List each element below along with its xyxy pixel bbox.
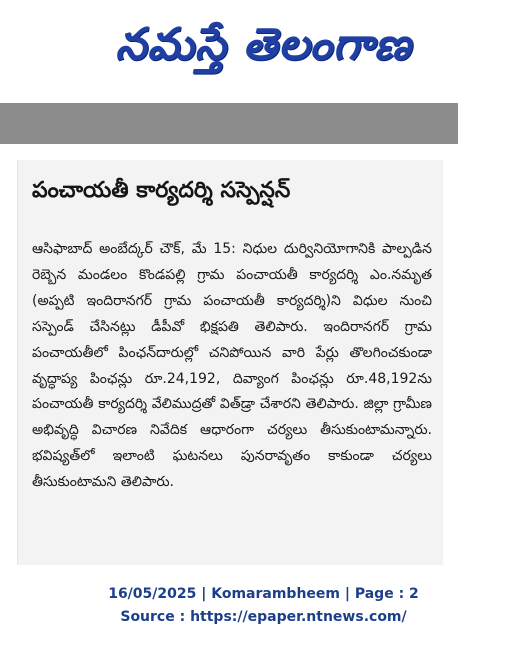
article-body: ఆసిఫాబాద్ అంబేద్కర్ చౌక్, మే 15: నిధుల దుర్వినియోగానికి పాల్పడిన రెబ్బెన మండలం కొండపల్లి గ్రామ పంచాయతీ కార్యదర్శి ఎం.నమృత (అప్పటి ఇందిరానగర్ గ్రామ పంచాయతీ కార్యదర్శి)ని విధుల నుంచి సస్పెండ్ చేసినట్లు డీపీవో భిక్షపతి తెలిపారు. ఇందిరానగర్ గ్రామ పంచాయతీలో పింఛన్‌దారుల్లో చనిపోయిన వారి పేర్లు తొలగించకుండా వృద్ధాప్య పింఛన్లు రూ.24,192, దివ్యాంగ పింఛన్లు రూ.48,192ను పంచాయతీ కార్యదర్శి వేలిముద్రతో విత్‌డ్రా చేశారని తెలిపారు. జిల్లా గ్రామీణ అభివృద్ధి విచారణ నివేదిక ఆధారంగా చర్యలు తీసుకుంటామన్నారు. భవిష్యత్‌లో ఇలాంటి ఘటనలు పునరావృతం కాకుండా చర్యలు తీసుకుంటామని తెలిపారు. [32,241,432,491]
header-divider-band [0,103,458,144]
article-clipping [17,160,443,565]
edition-info: 16/05/2025 | Komarambheem | Page : 2 [108,586,419,602]
footer [0,583,527,629]
article-headline: పంచాయతీ కార్యదర్శి సస్పెన్షన్ [32,178,291,203]
next-article-fragment [32,552,432,565]
newspaper-logo: నమస్తే తెలంగాణ [115,19,412,70]
source-link[interactable]: Source : https://epaper.ntnews.com/ [120,609,407,625]
masthead [0,0,527,100]
